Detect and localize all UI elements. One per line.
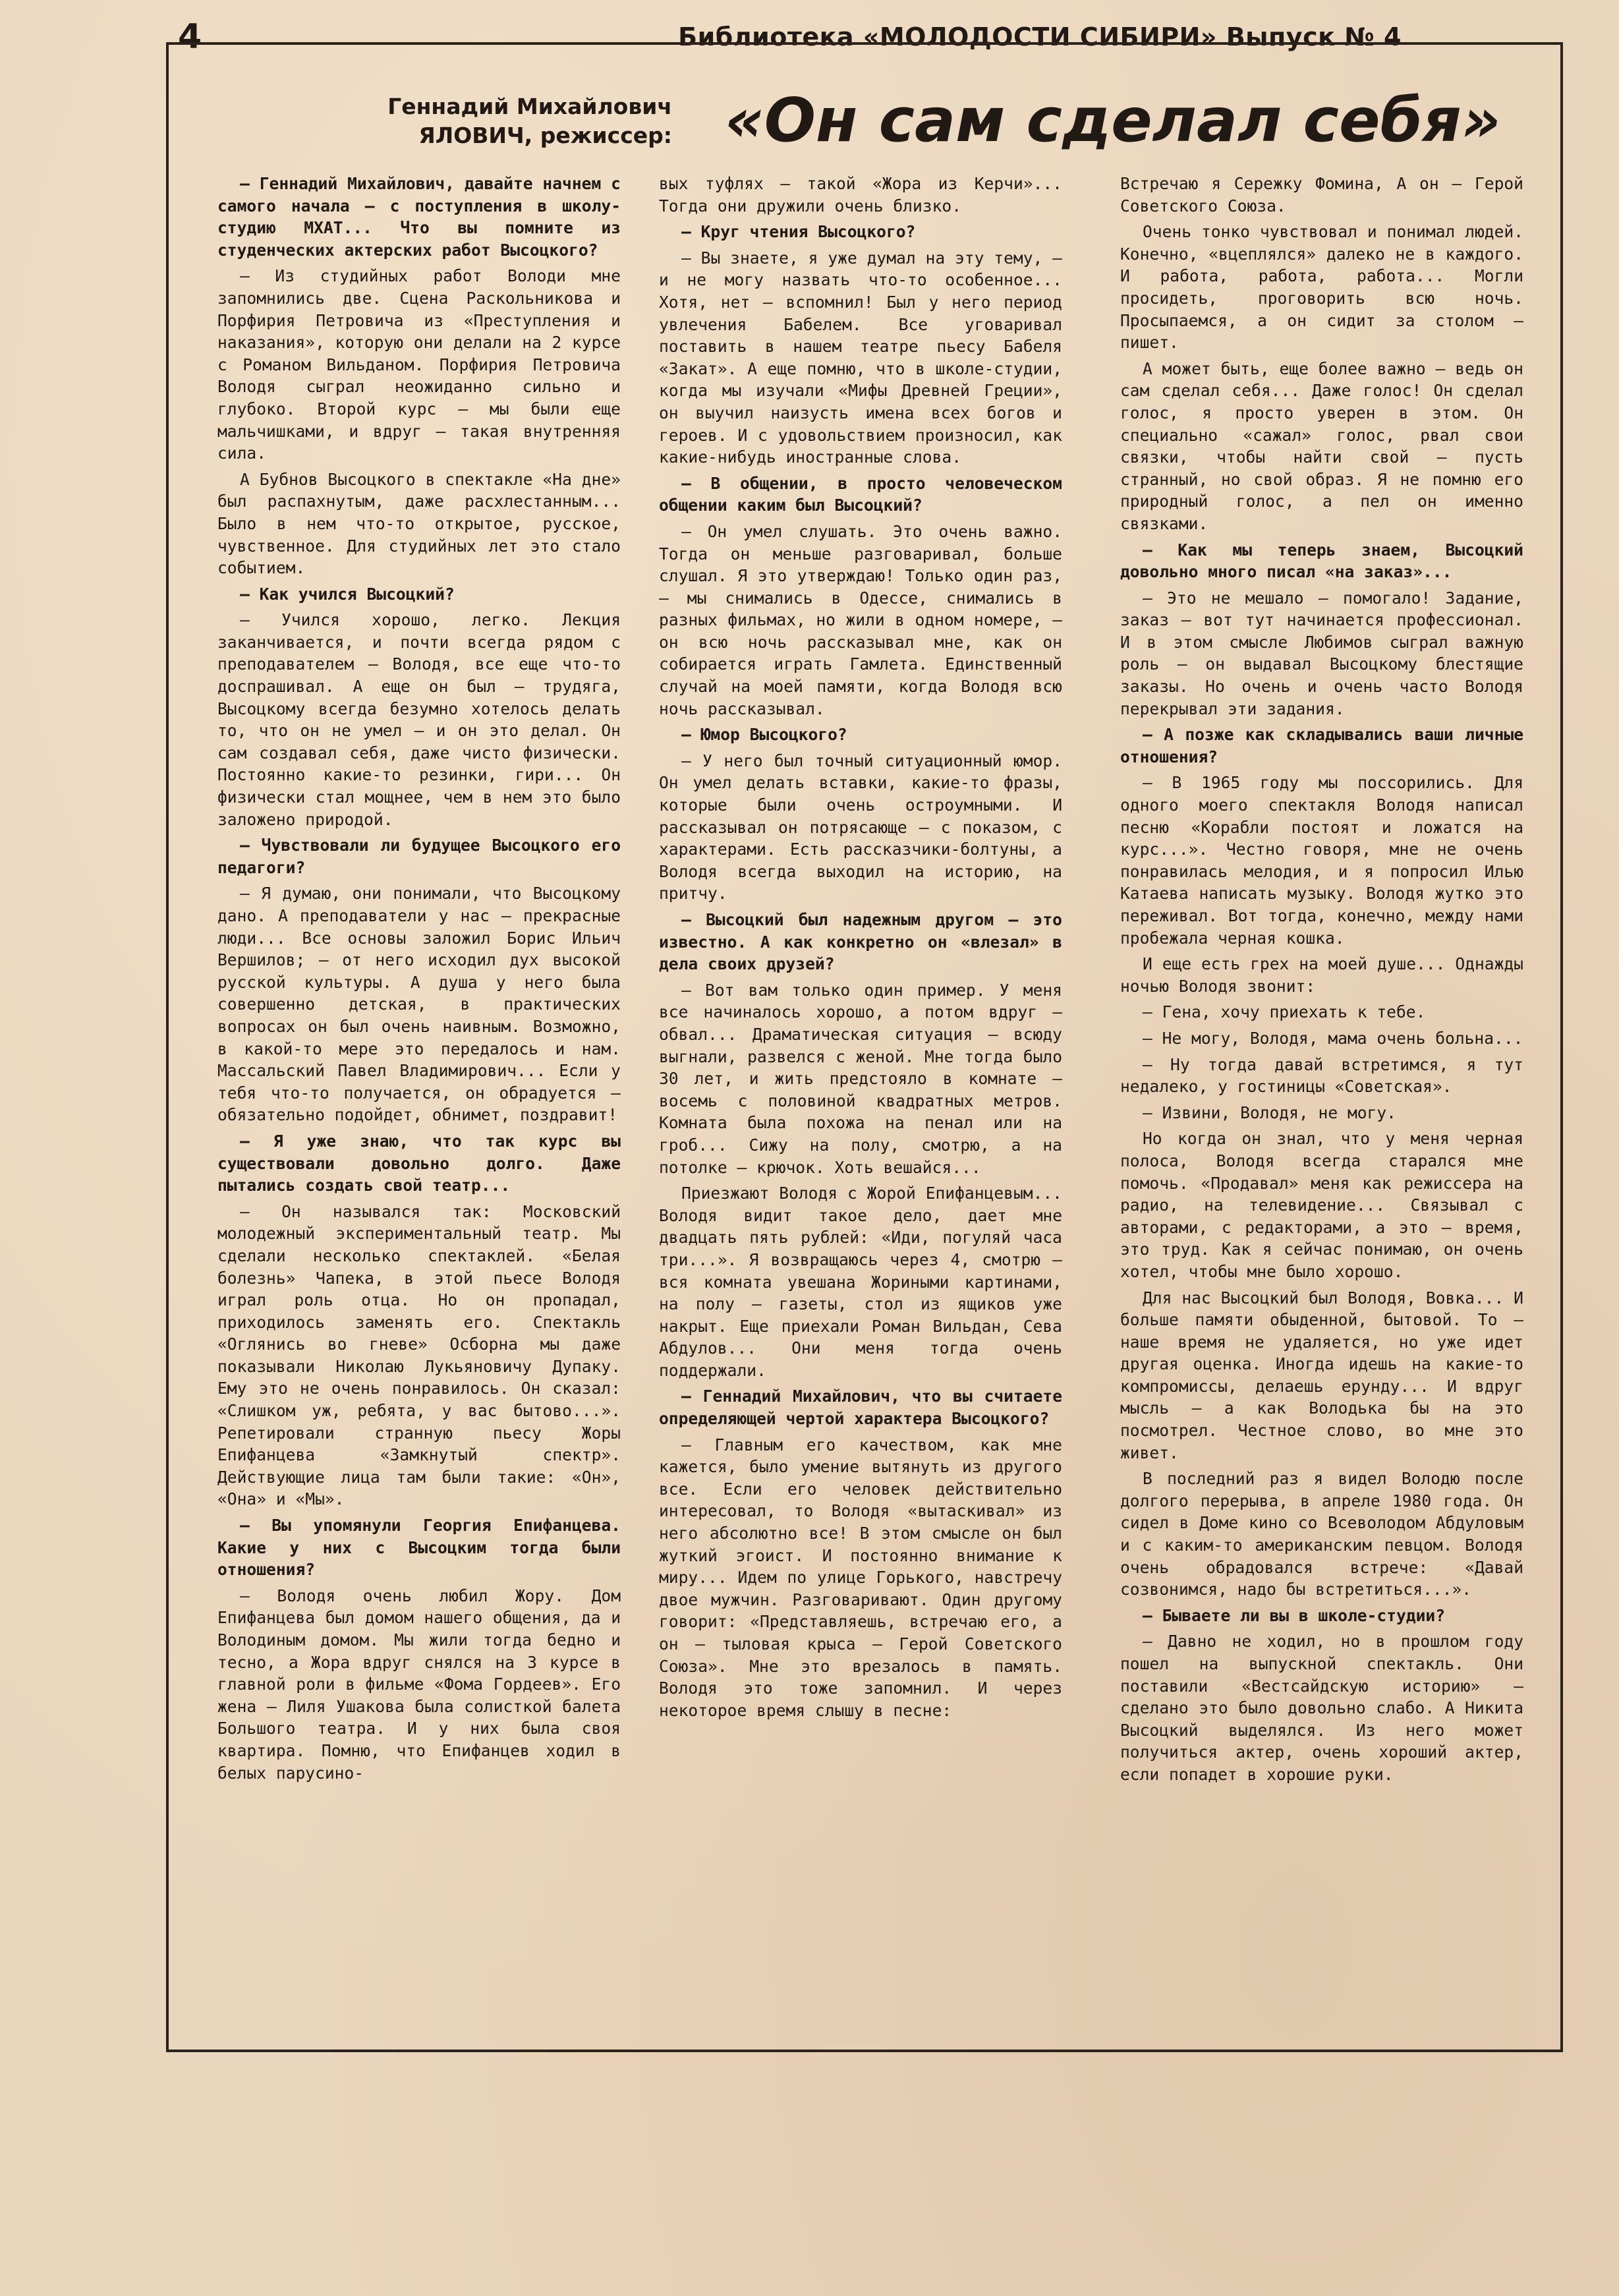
interview-question: — Высоцкий был надежным другом — это известно. А как конкретно он «влезал» в дела своих друзей?	[659, 910, 1062, 974]
text-column-2	[659, 173, 1062, 2018]
article-paragraph: — Не могу, Володя, мама очень больна...	[1143, 1028, 1523, 1048]
article-headline: «Он сам сделал себя»	[725, 85, 1501, 156]
article-paragraph: — Вы знаете, я уже думал на эту тему, — и не могу назвать что-то особенное... Хотя, нет — вспомнил! Был у него период увлечения Бабелем. Все уговаривал поставить в нашем театре пьесу Бабеля «Закат». А еще помню, что в школе-студии, когда мы изучали «Мифы Древней Греции», он выучил наизусть имена всех богов и героев. И с удовольствием произносил, как какие-нибудь иностранные слова.	[659, 248, 1062, 467]
interview-question: — Бываете ли вы в школе-студии?	[1143, 1605, 1446, 1625]
article-paragraph: — Извини, Володя, не могу.	[1143, 1103, 1396, 1122]
article-paragraph: — Он умел слушать. Это очень важно. Тогда он меньше разговаривал, больше слушал. Я это утверждаю! Только один раз, — мы снимались в Одессе, снимались в разных фильмах, но жили в одном номере, — он всю ночь рассказывал мне, как он собирается играть Гамлета. Единственный случай на моей памяти, когда Володя всю ночь рассказывал.	[659, 521, 1062, 718]
article-paragraph: И еще есть грех на моей душе... Однажды ночью Володя звонит:	[1120, 954, 1523, 996]
article-paragraph: — Учился хорошо, легко. Лекция заканчивается, и почти всегда рядом с преподавателем — Володя, все еще что-то доспрашивал. А еще он был — трудяга, Высоцкому всегда безумно хотелось делать то, что он не умел — и он это делал. Он сам создавал себя, даже чисто физически. Постоянно какие-то резинки, гири... Он физически стал мощнее, чем в нем это было заложено природой.	[217, 610, 621, 829]
interview-question: — Круг чтения Высоцкого?	[681, 222, 916, 242]
article-paragraph: Приезжают Володя с Жорой Епифанцевым... Володя видит такое дело, дает мне двадцать пять рублей: «Иди, погуляй часа три...». Я возвращаюсь через 4, смотрю — вся комната увешана Жориными картинами, на полу — газеты, стол из ящиков уже накрыт. Еще приехали Роман Вильдан, Сева Абдулов... Они меня тогда очень поддержали.	[659, 1184, 1062, 1380]
interview-question: — Как мы теперь знаем, Высоцкий довольно много писал «на заказ»...	[1120, 540, 1523, 582]
article-paragraph: А может быть, еще более важно — ведь он сам сделал себя... Даже голос! Он сделал голос, я просто уверен в этом. Он специально «сажал» голос, рвал свои связки, чтобы найти свой — пусть странный, но свой образ. Я не помню его природный голос, а пел он именно связками.	[1120, 359, 1523, 533]
article-paragraph: — В 1965 году мы поссорились. Для одного моего спектакля Володя написал песню «Корабли постоят и ложатся на курс...». Честно говоря, мне не очень понравилась мелодия, и я попросил Илью Катаева написать музыку. Володя жутко это переживал. Вот тогда, конечно, между нами пробежала черная кошка.	[1120, 773, 1523, 948]
author-role: ЯЛОВИЧ, режиссер:	[418, 123, 672, 148]
article-paragraph: Для нас Высоцкий был Володя, Вовка... И больше памяти обыденной, бытовой. То — наше время не удаляется, но уже идет другая оценка. Иногда идешь на какие-то компромиссы, делаешь ерунду... И вдруг мысль — а как Володька бы на это посмотрел. Честное слово, во мне это живет.	[1120, 1288, 1523, 1462]
author-name: Геннадий Михайлович	[387, 94, 672, 119]
interview-question: — Чувствовали ли будущее Высоцкого его педагоги?	[217, 836, 621, 877]
article-paragraph: — Давно не ходил, но в прошлом году пошел на выпускной спектакль. Они поставили «Вестсайдскую историю» — сделано это было довольно слабо. А Никита Высоцкий выделялся. Из него может получиться актер, очень хороший актер, если попадет в хорошие руки.	[1120, 1632, 1523, 1784]
article-paragraph: — Главным его качеством, как мне кажется, было умение вытянуть из другого все. Если его человек действительно интересовал, то Володя «вытаскивал» из него абсолютно все! В этом смысле он был жуткий эгоист. И постоянно внимание к миру... Идем по улице Горького, навстречу двое мужчин. Разговаривают. Один другому говорит: «Представляешь, встречаю его, а он — тыловая крыса — Герой Советского Союза». Мне это врезалось в память. Володя это тоже запомнил. И через некоторое время слышу в песне:	[659, 1435, 1062, 1720]
article-paragraph: — Из студийных работ Володи мне запомнились две. Сцена Раскольникова и Порфирия Петровича из «Преступления и наказания», которую они делали на 2 курсе с Романом Вильданом. Порфирия Петровича Володя сыграл неожиданно сильно и глубоко. Второй курс — мы были еще мальчишками, и вдруг — такая внутренняя сила.	[217, 266, 621, 463]
article-paragraph: — Гена, хочу приехать к тебе.	[1143, 1002, 1426, 1022]
author-byline	[316, 92, 672, 150]
article-paragraph: А Бубнов Высоцкого в спектакле «На дне» был распахнутым, даже расхлестанным... Было в нем что-то открытое, русское, чувственное. Для студийных лет это стало событием.	[217, 469, 621, 578]
article-paragraph: — Я думаю, они понимали, что Высоцкому дано. А преподаватели у нас — прекрасные люди... Все основы заложил Борис Ильич Вершилов; — от него исходил дух высокой русской культуры. А душа у него была совершенно детская, в практических вопросах он был очень наивным. Возможно, в какой-то мере это передалось и нам. Массальский Павел Владимирович... Если у тебя что-то получается, он обрадуется — обязательно подойдет, обнимет, поздравит!	[217, 884, 621, 1125]
article-paragraph: — Вот вам только один пример. У меня все начиналось хорошо, а потом вдруг — обвал... Драматическая ситуация — всюду выгнали, развелся с женой. Мне тогда было 30 лет, и жить предстояло в комнате — восемь с половиной квадратных метров. Комната была похожа на пенал или на гроб... Сижу на полу, смотрю, а на потолке — крючок. Хоть вешайся...	[659, 980, 1062, 1177]
interview-question: — А позже как складывались ваши личные отношения?	[1120, 725, 1523, 766]
interview-question: — Геннадий Михайлович, что вы считаете определяющей чертой характера Высоцкого?	[659, 1387, 1062, 1429]
article-paragraph: Встречаю я Сережку Фомина, А он — Герой Советского Союза.	[1120, 174, 1523, 215]
article-paragraph: — Это не мешало — помогало! Задание, заказ — вот тут начинается профессионал. И в этом смысле Любимов сыграл важную роль — он выдавал Высоцкому блестящие заказы. Но очень и очень часто Володя перекрывал эти задания.	[1120, 588, 1523, 718]
article-paragraph: Очень тонко чувствовал и понимал людей. Конечно, «вцеплялся» далеко не в каждого. И работа, работа, работа... Могли просидеть, проговорить всю ночь. Просыпаемся, а он сидит за столом — пишет.	[1120, 222, 1523, 353]
article-paragraph: — Он назывался так: Московский молодежный экспериментальный театр. Мы сделали несколько спектаклей. «Белая болезнь» Чапека, в этой пьесе Володя играл роль отца. Но он пропадал, приходилось заменять его. Спектакль «Оглянись во гневе» Осборна мы даже показывали Николаю Лукьяновичу Дупаку. Ему это не очень понравилось. Он сказал: «Слишком уж, ребята, у вас бытово...». Репетировали странную пьесу Жоры Епифанцева «Замкнутый спектр». Действующие лица там были такие: «Он», «Она» и «Мы».	[217, 1201, 621, 1509]
article-paragraph: В последний раз я видел Володю после долгого перерыва, в апреле 1980 года. Он сидел в Доме кино со Всеволодом Абдуловым и с каким-то американским певцом. Володя очень обрадовался встрече: «Давай созвонимся, надо бы встретиться...».	[1120, 1469, 1523, 1599]
interview-question: — Вы упомянули Георгия Епифанцева. Какие у них с Высоцким тогда были отношения?	[217, 1516, 621, 1580]
text-column-1	[217, 173, 621, 2018]
article-paragraph: — Володя очень любил Жору. Дом Епифанцева был домом нашего общения, да и Володиным домом. Мы жили тогда бедно и тесно, а Жора вдруг снялся на 3 курсе в главной роли в фильме «Фома Гордеев». Его жена — Лиля Ушакова была солисткой балета Большого театра. И у них была своя квартира. Помню, что Епифанцев ходил в белых парусино-	[217, 1586, 621, 1783]
interview-question: — Как учился Высоцкий?	[240, 584, 455, 604]
library-title: Библиотека «МОЛОДОСТИ СИБИРИ» Выпуск № 4	[678, 22, 1402, 51]
page-number: 4	[178, 17, 202, 57]
interview-question: — Геннадий Михайлович, давайте начнем с самого начала — с поступления в школу-студию МХАТ... Что вы помните из студенческих актерских работ Высоцкого?	[217, 174, 621, 260]
interview-question: — Юмор Высоцкого?	[681, 725, 847, 745]
interview-question: — В общении, в просто человеческом общении каким был Высоцкий?	[659, 473, 1062, 515]
text-column-3	[1120, 173, 1523, 2018]
article-paragraph: вых туфлях — такой «Жора из Керчи»... Тогда они дружили очень близко.	[659, 174, 1062, 215]
interview-question: — Я уже знаю, что так курс вы существовали довольно долго. Даже пытались создать свой театр...	[217, 1131, 621, 1195]
article-paragraph: — Ну тогда давай встретимся, я тут недалеко, у гостиницы «Советская».	[1120, 1054, 1523, 1097]
article-paragraph: — У него был точный ситуационный юмор. Он умел делать вставки, какие-то фразы, которые были очень остроумными. И рассказывал он потрясающе — с показом, с характерами. Есть рассказчики-болтуны, а Володя всегда выходил на историю, на притчу.	[659, 751, 1062, 904]
article-paragraph: Но когда он знал, что у меня черная полоса, Володя всегда старался мне помочь. «Продавал» меня как режиссера на радио, на телевидение... Связывал с авторами, с редакторами, а это — время, это труд. Как я сейчас понимаю, он очень хотел, чтобы мне было хорошо.	[1120, 1129, 1523, 1281]
